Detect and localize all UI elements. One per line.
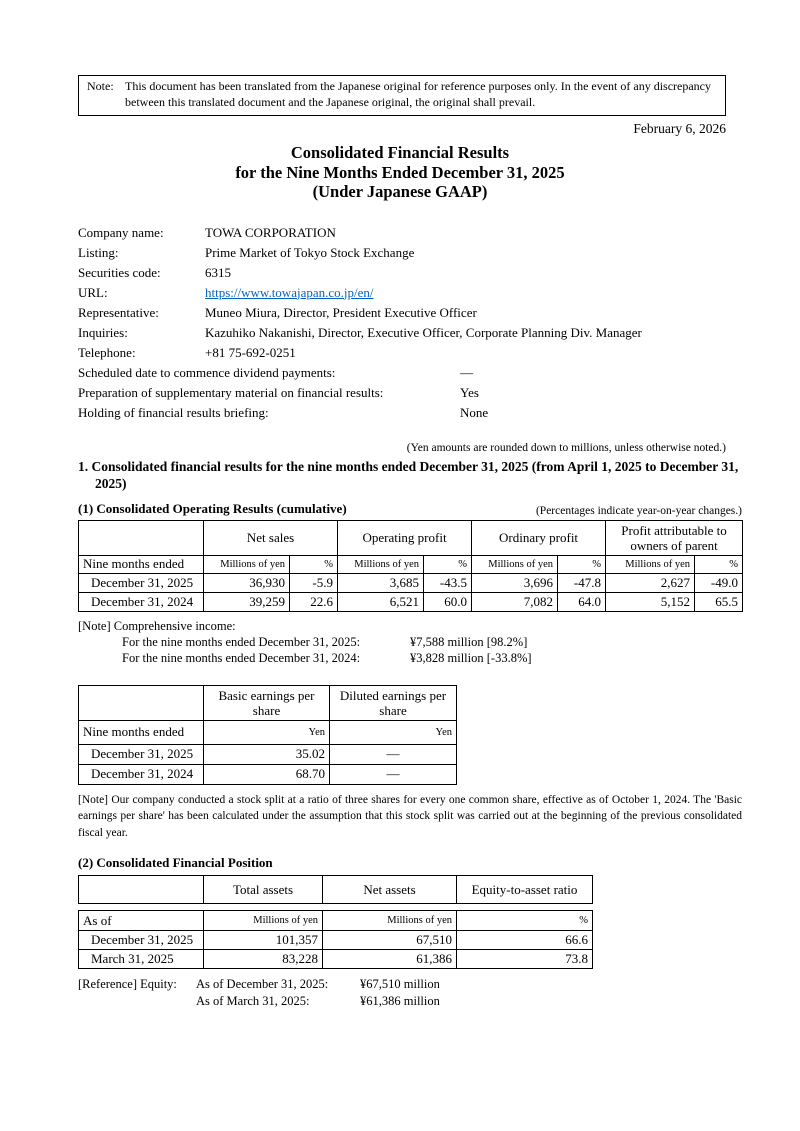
url-row	[78, 283, 742, 303]
table-units-row	[79, 911, 593, 931]
dividend-date-row	[78, 363, 742, 383]
unit-label: %	[457, 911, 593, 931]
col-header-diluted-eps: Diluted earnings per share	[330, 685, 457, 720]
table-row	[79, 573, 743, 592]
value-cell: 22.6	[290, 592, 338, 611]
rounding-note: (Yen amounts are rounded down to millions, unless otherwise noted.)	[406, 441, 726, 454]
info-value: Muneo Miura, Director, President Executive Officer	[205, 304, 477, 320]
table-header-row	[79, 520, 743, 555]
info-label: Telephone:	[78, 344, 136, 360]
financial-position-body-table	[78, 910, 593, 969]
operating-results-subheader	[78, 501, 742, 517]
unit-label: %	[424, 555, 472, 573]
report-date: February 6, 2026	[633, 121, 726, 136]
info-label: Inquiries:	[78, 324, 128, 340]
value-cell: 64.0	[558, 592, 606, 611]
company-url-link[interactable]: https://www.towajapan.co.jp/en/	[205, 284, 374, 300]
comprehensive-income-label: [Note] Comprehensive income:	[78, 618, 236, 633]
unit-label: Millions of yen	[472, 555, 558, 573]
financial-position-header-table	[78, 875, 593, 904]
company-name-row	[78, 223, 742, 243]
operating-results-title: (1) Consolidated Operating Results (cumulative)	[78, 500, 347, 516]
company-url-wrap	[205, 283, 742, 303]
value-cell: —	[330, 744, 457, 764]
value-cell: 66.6	[457, 931, 593, 950]
info-value: 6315	[205, 264, 231, 280]
value-cell: 73.8	[457, 950, 593, 969]
reference-equity-label: [Reference] Equity:	[78, 977, 177, 991]
value-cell: 83,228	[204, 950, 323, 969]
col-header-basic-eps: Basic earnings per share	[204, 685, 330, 720]
unit-label: %	[695, 555, 743, 573]
row-label: March 31, 2025	[79, 950, 204, 969]
value-cell: -43.5	[424, 573, 472, 592]
info-label: Company name:	[78, 224, 164, 240]
empty-corner-cell	[79, 685, 204, 720]
info-label: URL:	[78, 284, 108, 300]
section2-heading: (2) Consolidated Financial Position	[78, 855, 273, 870]
company-info-list	[78, 223, 742, 423]
unit-label: Millions of yen	[204, 911, 323, 931]
info-value: Prime Market of Tokyo Stock Exchange	[205, 244, 415, 260]
col-header-net-sales: Net sales	[204, 520, 338, 555]
info-value: Yes	[460, 384, 479, 400]
earnings-per-share-table	[78, 685, 457, 785]
period-label: For the nine months ended December 31, 2025:	[122, 634, 361, 649]
period-label: For the nine months ended December 31, 2024:	[122, 650, 361, 665]
yoy-note: (Percentages indicate year-on-year changes.)	[535, 504, 742, 517]
col-header-equity-ratio: Equity-to-asset ratio	[457, 876, 593, 904]
listing-row	[78, 243, 742, 263]
value-cell: 65.5	[695, 592, 743, 611]
reference-equity-line	[196, 976, 440, 993]
period-value: ¥61,386 million	[360, 994, 440, 1008]
comprehensive-income-line	[78, 650, 742, 666]
col-header-total-assets: Total assets	[204, 876, 323, 904]
table-units-row	[79, 555, 743, 573]
period-label: As of December 31, 2025:	[196, 977, 329, 991]
value-cell: 6,521	[338, 592, 424, 611]
unit-label: Yen	[330, 720, 457, 744]
supplementary-material-row	[78, 383, 742, 403]
empty-corner-cell	[79, 520, 204, 555]
results-briefing-row	[78, 403, 742, 423]
period-value: ¥67,510 million	[360, 977, 440, 991]
info-label: Scheduled date to commence dividend payments:	[78, 364, 336, 380]
info-value: —	[460, 364, 473, 380]
period-value: ¥3,828 million [-33.8%]	[410, 650, 532, 665]
col-header-ordinary-profit: Ordinary profit	[472, 520, 606, 555]
value-cell: -5.9	[290, 573, 338, 592]
translation-note-text: This document has been translated from the Japanese original for reference purposes only. In the event of any discrepancy between this translated document and the Japanese original, the original shall prevail.	[125, 79, 712, 109]
title-line-2: for the Nine Months Ended December 31, 2025	[235, 162, 565, 182]
row-label: December 31, 2024	[79, 764, 204, 784]
table-row	[79, 744, 457, 764]
info-value: +81 75-692-0251	[205, 344, 296, 360]
unit-label: Millions of yen	[204, 555, 290, 573]
table-header-row	[79, 685, 457, 720]
unit-label: Millions of yen	[338, 555, 424, 573]
operating-results-table	[78, 520, 743, 612]
table-row	[79, 592, 743, 611]
table-header-row	[79, 876, 593, 904]
value-cell: 36,930	[204, 573, 290, 592]
document-title	[0, 143, 800, 202]
telephone-row	[78, 343, 742, 363]
row-header: Nine months ended	[79, 720, 204, 744]
row-header: As of	[79, 911, 204, 931]
translation-note-box	[78, 75, 726, 116]
reference-equity-lines	[196, 976, 440, 1010]
row-header: Nine months ended	[79, 555, 204, 573]
translation-note-label: Note:	[87, 79, 114, 93]
col-header-profit-attributable: Profit attributable to owners of parent	[606, 520, 743, 555]
value-cell: 60.0	[424, 592, 472, 611]
col-header-operating-profit: Operating profit	[338, 520, 472, 555]
reference-equity-line	[196, 993, 440, 1010]
empty-corner-cell	[79, 876, 204, 904]
title-line-1: Consolidated Financial Results	[290, 143, 510, 162]
info-label: Preparation of supplementary material on financial results:	[78, 384, 384, 400]
info-value: None	[460, 404, 489, 420]
value-cell: -49.0	[695, 573, 743, 592]
table-row	[79, 931, 593, 950]
inquiries-row	[78, 323, 742, 343]
table-row	[79, 764, 457, 784]
row-label: December 31, 2025	[79, 573, 204, 592]
section1-heading: 1. Consolidated financial results for the nine months ended December 31, 2025 (from April 1, 2025 to December 31, 2025)	[78, 458, 739, 491]
row-label: December 31, 2024	[79, 592, 204, 611]
table-units-row	[79, 720, 457, 744]
value-cell: -47.8	[558, 573, 606, 592]
info-label: Representative:	[78, 304, 159, 320]
representative-row	[78, 303, 742, 323]
unit-label: Yen	[204, 720, 330, 744]
value-cell: 67,510	[323, 931, 457, 950]
info-label: Securities code:	[78, 264, 161, 280]
value-cell: 3,685	[338, 573, 424, 592]
value-cell: 39,259	[204, 592, 290, 611]
info-label: Holding of financial results briefing:	[78, 404, 269, 420]
value-cell: —	[330, 764, 457, 784]
value-cell: 61,386	[323, 950, 457, 969]
info-value: TOWA CORPORATION	[205, 224, 336, 240]
value-cell: 68.70	[204, 764, 330, 784]
value-cell: 5,152	[606, 592, 695, 611]
unit-label: Millions of yen	[606, 555, 695, 573]
securities-code-row	[78, 263, 742, 283]
comprehensive-income-line	[78, 634, 742, 650]
unit-label: %	[290, 555, 338, 573]
info-label: Listing:	[78, 244, 119, 260]
value-cell: 2,627	[606, 573, 695, 592]
value-cell: 3,696	[472, 573, 558, 592]
comprehensive-income-note	[78, 618, 742, 666]
stock-split-note: [Note] Our company conducted a stock split at a ratio of three shares for every one common share, effective as of October 1, 2024. The 'Basic earnings per share' has been calculated under the assumption that this stock split was carried out at the beginning of the previous consolidated fiscal year.	[78, 793, 742, 839]
reference-equity-note	[78, 976, 742, 1010]
period-value: ¥7,588 million [98.2%]	[410, 634, 528, 649]
title-line-3: (Under Japanese GAAP)	[312, 182, 488, 201]
value-cell: 35.02	[204, 744, 330, 764]
row-label: December 31, 2025	[79, 931, 204, 950]
value-cell: 101,357	[204, 931, 323, 950]
row-label: December 31, 2025	[79, 744, 204, 764]
col-header-net-assets: Net assets	[323, 876, 457, 904]
info-value: Kazuhiko Nakanishi, Director, Executive Officer, Corporate Planning Div. Manager	[205, 324, 642, 340]
value-cell: 7,082	[472, 592, 558, 611]
unit-label: %	[558, 555, 606, 573]
table-row	[79, 950, 593, 969]
period-label: As of March 31, 2025:	[196, 994, 310, 1008]
unit-label: Millions of yen	[323, 911, 457, 931]
